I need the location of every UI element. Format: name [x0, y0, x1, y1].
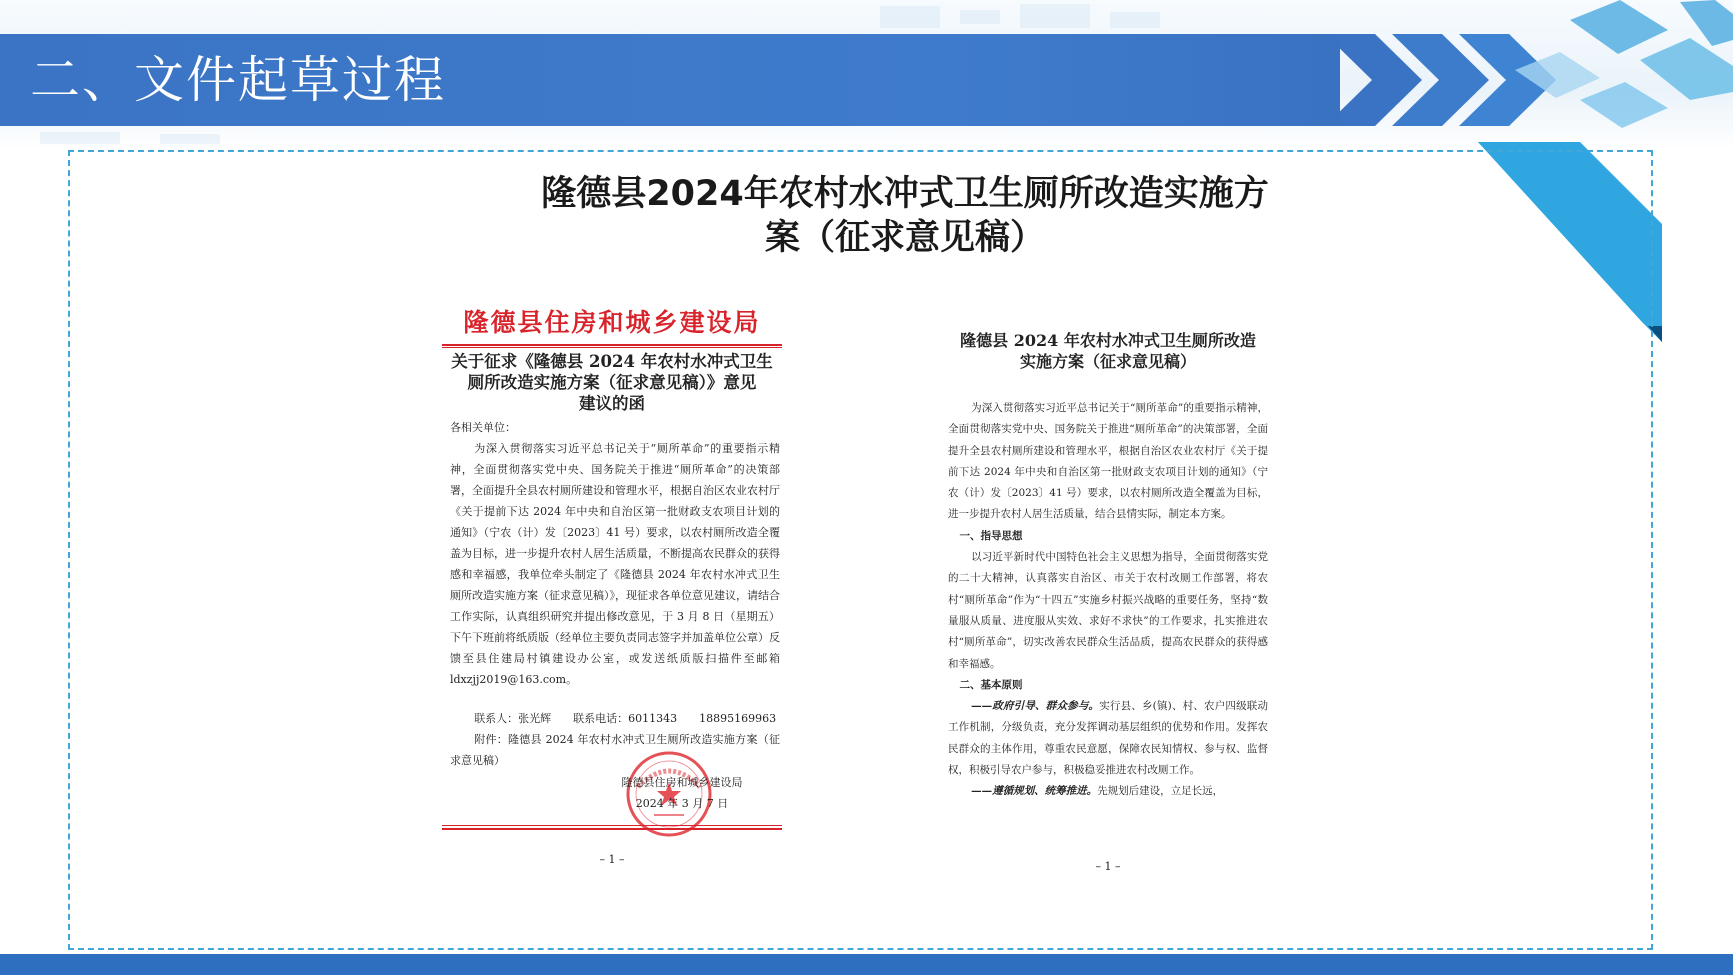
letter-contact-block	[450, 708, 780, 771]
letter-salutation: 各相关单位：	[450, 421, 516, 434]
page-title: 二、文件起草过程	[30, 51, 446, 109]
plan-section-1-text: 以习近平新时代中国特色社会主义思想为指导，全面贯彻落实党的二十大精神，认真落实自治区、市关于农村改厕工作部署，将农村“厕所革命”作为“十四五”实施乡村振兴战略的重要任务，坚持“数量服从质量、进度服从实效、求好不求快”的工作要求，扎实推进农村“厕所革命”，切实改善农民群众生活品质，提高农民群众的获得感和幸福感。	[948, 551, 1268, 670]
plan-title-line: 隆德县 2024 年农村水冲式卫生厕所改造	[960, 331, 1256, 350]
plan-section-1-heading: 一、指导思想	[959, 529, 1023, 542]
letter-document	[442, 305, 782, 866]
content-frame	[68, 150, 1653, 950]
letter-attachment: 附件：隆德县 2024 年农村水冲式卫生厕所改造实施方案（征求意见稿）	[450, 733, 780, 767]
letter-title-line: 建议的函	[579, 394, 645, 413]
letter-signature-date: 2024 年 3 月 7 日	[635, 797, 729, 810]
letter-signoff	[592, 772, 772, 814]
plan-section-2-heading: 二、基本原则	[959, 678, 1023, 691]
letter-title-line: 厕所改造实施方案（征求意见稿）》意见	[467, 373, 757, 392]
letter-title	[442, 351, 782, 414]
main-heading	[520, 172, 1290, 260]
plan-principle-1	[948, 696, 1268, 781]
plan-principle-2-text: 先规划后建设，立足长远，	[1097, 785, 1224, 798]
main-heading-line-1: 隆德县2024年农村水冲式卫生厕所改造实施方	[541, 174, 1269, 214]
letter-contact: 联系人：张光辉 联系电话：6011343 18895169963	[474, 712, 777, 725]
letter-signature-org: 隆德县住房和城乡建设局	[621, 776, 743, 789]
plan-principle-2-lead: ——遵循规划、统筹推进。	[971, 785, 1098, 798]
letter-page-number: – 1 –	[599, 853, 625, 866]
tile-1	[1570, 0, 1668, 54]
main-heading-line-2: 案（征求意见稿）	[764, 218, 1045, 258]
plan-principle-2	[948, 781, 1268, 802]
bottom-bar	[0, 954, 1733, 975]
tile-4	[1580, 82, 1668, 128]
plan-title-line: 实施方案（征求意见稿）	[1019, 352, 1196, 371]
letter-red-rule-bottom	[442, 825, 782, 830]
plan-document	[948, 330, 1268, 880]
plan-principle-1-text: 实行县、乡(镇)、村、农户四级联动工作机制，分级负责，充分发挥调动基层组织的优势和作用。发挥农民群众的主体作用，尊重农民意愿，保障农民知情权、参与权、监督权，积极引导农户参与，积极稳妥推进农村改厕工作。	[948, 700, 1268, 777]
letter-body	[450, 417, 780, 690]
plan-intro: 为深入贯彻落实习近平总书记关于“厕所革命”的重要指示精神，全面贯彻落实党中央、国务院关于推进“厕所革命”的决策部署，全面提升全县农村厕所建设和管理水平，根据自治区农业农村厅《关于提前下达 2024 年中央和自治区第一批财政支农项目计划的通知》（宁农（计）发〔2023〕41 号）要求，以农村厕所改造全覆盖为目标，进一步提升农村人居生活质量，结合县情实际，制定本方案。	[948, 402, 1268, 521]
tile-2	[1640, 38, 1733, 100]
letter-paragraph: 为深入贯彻落实习近平总书记关于“厕所革命”的重要指示精神，全面贯彻落实党中央、国务院关于推进“厕所革命”的决策部署，全面提升全县农村厕所建设和管理水平，根据自治区农业农村厅《关于提前下达 2024 年中央和自治区第一批财政支农项目计划的通知》（宁农（计）发〔2023〕41 号）要求，以农村厕所改造全覆盖为目标，进一步提升农村人居生活质量，不断提高农民群众的获得感和幸福感，我单位牵头制定了《隆德县 2024 年农村水冲式卫生厕所改造实施方案（征求意见稿）》，现征求各单位意见建议，请结合工作实际，认真组织研究并提出修改意见，于 3 月 8 日（星期五）下午下班前将纸质版（经单位主要负责同志签字并加盖单位公章）反馈至县住建局村镇建设办公室，或发送纸质版扫描件至邮箱 ldxzjj2019@163.com。	[450, 442, 780, 686]
letter-red-rule-top	[442, 344, 782, 348]
letter-org-name: 隆德县住房和城乡建设局	[463, 308, 761, 337]
plan-title	[948, 330, 1268, 372]
plan-body	[948, 398, 1268, 803]
plan-principle-1-lead: ——政府引导、群众参与。	[971, 700, 1100, 713]
plan-page-number: – 1 –	[1095, 860, 1121, 873]
letter-title-line: 关于征求《隆德县 2024 年农村水冲式卫生	[451, 352, 773, 371]
